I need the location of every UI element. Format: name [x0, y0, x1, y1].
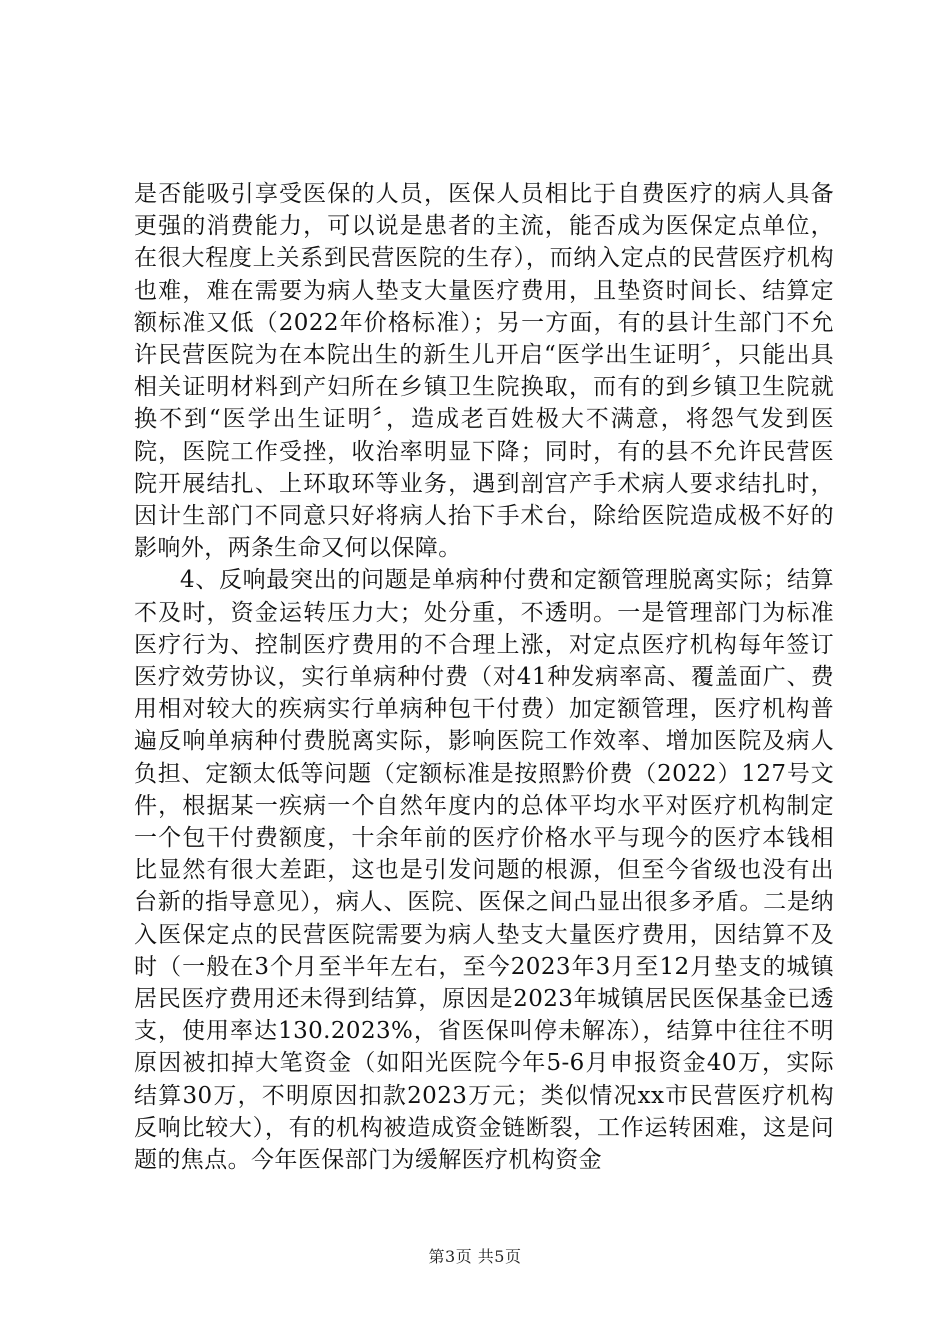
document-body — [134, 178, 834, 1176]
paragraph-continued: 是否能吸引享受医保的人员，医保人员相比于自费医疗的病人具备更强的消费能力，可以说是患者的主流，能否成为医保定点单位，在很大程度上关系到民营医院的生存），而纳入定点的民营医疗机构也难，难在需要为病人垫支大量医疗费用，且垫资时间长、结算定额标准又低（2022年价格标准）；另一方面，有的县计生部门不允许民营医院为在本院出生的新生儿开启“医学出生证明〞，只能出具相关证明材料到产妇所在乡镇卫生院换取，而有的到乡镇卫生院就换不到“医学出生证明〞，造成老百姓极大不满意，将怨气发到医院，医院工作受挫，收治率明显下降；同时，有的县不允许民营医院开展结扎、上环取环等业务，遇到剖宫产手术病人要求结扎时，因计生部门不同意只好将病人抬下手术台，除给医院造成极不好的影响外，两条生命又何以保障。 — [134, 181, 834, 562]
paragraph-item-4: 4、反响最突出的问题是单病种付费和定额管理脱离实际；结算不及时，资金运转压力大；处分重，不透明。一是管理部门为标准医疗行为、控制医疗费用的不合理上涨，对定点医疗机构每年签订医疗效劳协议，实行单病种付费（对41种发病率高、覆盖面广、费用相对较大的疾病实行单病种包干付费）加定额管理，医疗机构普遍反响单病种付费脱离实际，影响医院工作效率、增加医院及病人负担、定额太低等问题（定额标准是按照黔价费（2022）127号文件，根据某一疾病一个自然年度内的总体平均水平对医疗机构制定一个包干付费额度，十余年前的医疗价格水平与现今的医疗本钱相比显然有很大差距，这也是引发问题的根源，但至今省级也没有出台新的指导意见），病人、医院、医保之间凸显出很多矛盾。二是纳入医保定点的民营医院需要为病人垫支大量医疗费用，因结算不及时（一般在3个月至半年左右，至今2023年3月至12月垫支的城镇居民医疗费用还未得到结算，原因是2023年城镇居民医保基金已透支，使用率达130.2023%，省医保叫停未解冻），结算中往往不明原因被扣掉大笔资金（如阳光医院今年5-6月申报资金40万，实际结算30万，不明原因扣款2023万元；类似情况xx市民营医疗机构反响比较大），有的机构被造成资金链断裂，工作运转困难，这是问题的焦点。今年医保部门为缓解医疗机构资金 — [134, 567, 834, 1174]
page-footer: 第3页 共5页 — [428, 1247, 522, 1266]
